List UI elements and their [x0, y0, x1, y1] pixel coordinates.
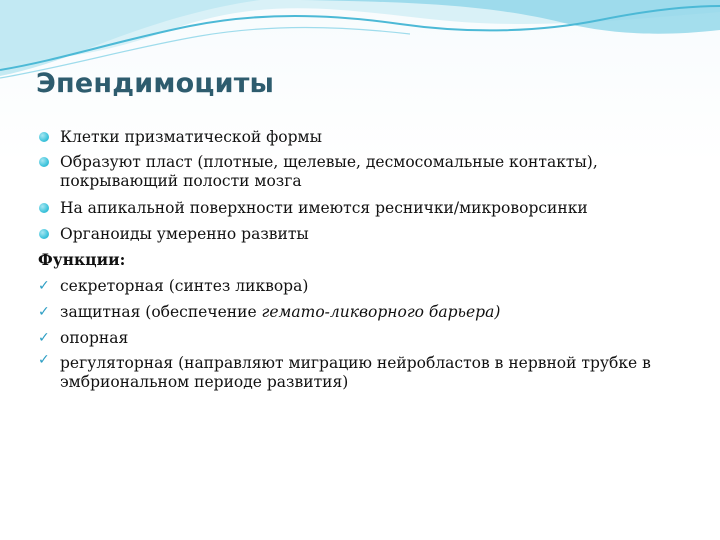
- bullet-text: На апикальной поверхности имеются реснички/микроворсинки: [60, 199, 588, 217]
- slide-content: [38, 124, 688, 396]
- bullet-text: Образуют пласт (плотные, щелевые, десмосомальные контакты), покрывающий полости мозга: [60, 153, 598, 190]
- checkmark-icon: ✓: [38, 330, 50, 346]
- function-text: защитная (обеспечение: [60, 303, 262, 321]
- list-item: [38, 221, 688, 247]
- function-item: [38, 325, 688, 351]
- list-item: [38, 195, 688, 221]
- function-item: [38, 273, 688, 299]
- bullet-text: Органоиды умеренно развиты: [60, 225, 309, 243]
- function-text: регуляторная (направляют миграцию нейробластов в нервной трубке в эмбриональном периоде развития): [60, 354, 651, 391]
- circle-bullet-icon: [39, 203, 49, 213]
- circle-bullet-icon: [39, 132, 49, 142]
- function-text: опорная: [60, 329, 129, 347]
- checkmark-icon: ✓: [38, 352, 50, 368]
- circle-bullet-icon: [39, 229, 49, 239]
- circle-bullet-icon: [39, 157, 49, 167]
- function-text-italic: гемато-ликворного барьера): [261, 303, 501, 321]
- page-title: Эпендимоциты: [36, 68, 275, 99]
- bullet-text: Клетки призматической формы: [60, 128, 322, 146]
- list-item: [38, 150, 688, 195]
- function-item: [38, 299, 688, 325]
- list-item: [38, 124, 688, 150]
- checkmark-icon: ✓: [38, 304, 50, 320]
- functions-heading: Функции:: [38, 250, 126, 269]
- function-item: [38, 351, 688, 396]
- function-text: секреторная (синтез ликвора): [60, 277, 309, 295]
- checkmark-icon: ✓: [38, 278, 50, 294]
